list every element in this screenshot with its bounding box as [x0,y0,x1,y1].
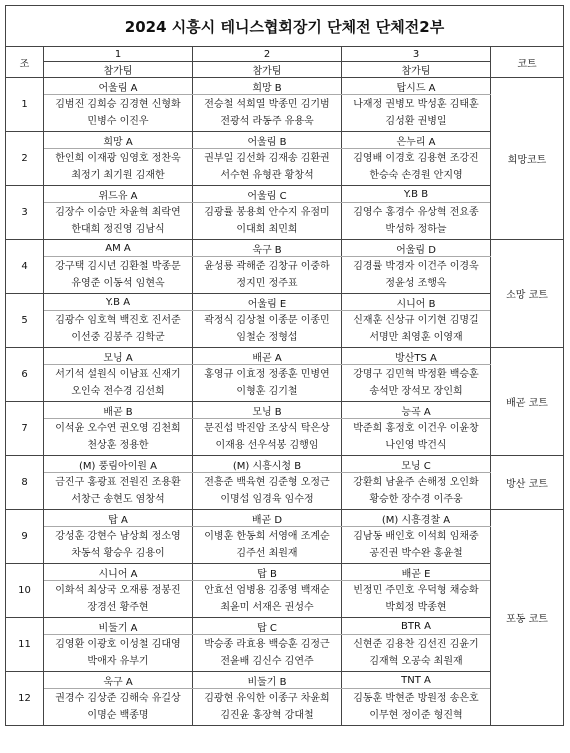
group-header: 조 [6,47,44,78]
team-members: 빈정민 주민호 우덕형 채승화 박희정 박종현 [342,581,491,618]
team-name: 시니어 B [342,294,491,311]
team-members: 김장수 이승만 차윤혁 최락연 한대희 정진영 김남식 [44,203,193,240]
team-name: 비둘기 A [44,618,193,635]
group-row [6,564,564,581]
team-name: Y.B A [44,294,193,311]
team-members: 전흥준 백육현 김준형 오정근 이명섭 임경육 임수정 [193,473,342,510]
group-row-members [6,581,564,618]
group-number: 9 [6,510,44,564]
team-members: 박승종 라효용 백승훈 김정근 전윤배 김신수 김연주 [193,635,342,672]
team-name: TNT A [342,672,491,689]
team-name: 배곧 D [193,510,342,527]
group-row-members [6,311,564,348]
group-row [6,618,564,635]
group-row [6,348,564,365]
group-row-members [6,689,564,726]
team-members: 강구택 김시년 김환철 박종문 유영준 이동석 임현옥 [44,257,193,294]
col-number-3: 3 [342,47,491,62]
team-members: 김광률 봉용희 안수지 유점미 이대희 최민희 [193,203,342,240]
bracket-document [5,5,563,726]
team-members: 김동훈 박현준 방원정 송은호 이무현 정이준 형진혁 [342,689,491,726]
team-members: 권경수 김상준 김해숙 유길상 이명순 백종명 [44,689,193,726]
team-name: 배곧 B [44,402,193,419]
team-name: BTR A [342,618,491,635]
team-name: 어울림 A [44,78,193,95]
team-name: (M) 풍림아이원 A [44,456,193,473]
team-members: 김광수 임호혁 백진호 진서준 이선중 김봉주 김학군 [44,311,193,348]
bracket-rows [6,78,564,726]
group-row [6,510,564,527]
team-members: 강환희 남윤주 손해정 오인화 황승한 장수경 이주웅 [342,473,491,510]
team-members: 김남동 배인호 이석희 임채중 공진권 박수완 홍윤철 [342,527,491,564]
team-members: 전승철 석희열 박종민 김기범 전광석 라동주 유용욱 [193,95,342,132]
team-name: 욱구 A [44,672,193,689]
group-row-members [6,149,564,186]
team-members: 이화석 최상국 오재룡 정봉진 장경선 황주현 [44,581,193,618]
group-row [6,132,564,149]
court-assignment: 배곧 코트 [491,348,564,456]
court-assignment: 희망코트 [491,78,564,240]
team-members: 김경률 박경자 이건주 이경욱 정윤성 조행옥 [342,257,491,294]
team-members: 신재훈 신상규 이기현 김명길 서명만 최영훈 이영재 [342,311,491,348]
team-members: 나재정 권병모 박성훈 김태훈 김성환 권병일 [342,95,491,132]
group-number: 11 [6,618,44,672]
team-members: 김영수 홍경수 유상혁 전요종 박성하 정하늘 [342,203,491,240]
team-name: 능곡 A [342,402,491,419]
team-name: 방산TS A [342,348,491,365]
group-row [6,78,564,95]
group-row [6,294,564,311]
team-name: 모닝 B [193,402,342,419]
team-name: 시니어 A [44,564,193,581]
entrant-header: 참가팀 [342,62,491,78]
team-name: 은누리 A [342,132,491,149]
court-header: 코트 [491,47,564,78]
team-members: 이병훈 한동희 서영애 조계순 김주선 최원재 [193,527,342,564]
team-members: 강명구 김민혁 박정환 백승훈 송석만 장석모 장인희 [342,365,491,402]
team-members: 박준희 홍정호 이건우 이윤창 나인영 박건식 [342,419,491,456]
team-members: 권부일 김선화 김재송 김환권 서수현 유형관 황창석 [193,149,342,186]
team-name: 어울림 E [193,294,342,311]
bracket-table [5,5,564,726]
group-number: 2 [6,132,44,186]
group-row-members [6,527,564,564]
col-number-2: 2 [193,47,342,62]
page-title: 2024 시흥시 테니스협회장기 단체전 단체전2부 [6,6,564,47]
team-name: 배곧 E [342,564,491,581]
team-members: 김범진 김희승 김경현 신형화 민병수 이진우 [44,95,193,132]
group-row [6,402,564,419]
entrant-header: 참가팀 [44,62,193,78]
group-number: 1 [6,78,44,132]
team-name: 희망 A [44,132,193,149]
team-name: 위드유 A [44,186,193,203]
group-row-members [6,419,564,456]
group-row-members [6,257,564,294]
group-row-members [6,95,564,132]
team-name: (M) 시흥경찰 A [342,510,491,527]
group-row-members [6,635,564,672]
team-name: 어울림 C [193,186,342,203]
team-name: 희망 B [193,78,342,95]
court-assignment: 소망 코트 [491,240,564,348]
team-name: 탑 A [44,510,193,527]
group-row [6,672,564,689]
team-members: 문진섭 박진암 조상식 탁은상 이재용 선우석봉 김행임 [193,419,342,456]
team-name: 모닝 C [342,456,491,473]
team-name: 탑시드 A [342,78,491,95]
group-row-members [6,203,564,240]
group-number: 6 [6,348,44,402]
group-number: 7 [6,402,44,456]
group-number: 4 [6,240,44,294]
group-number: 8 [6,456,44,510]
group-number: 10 [6,564,44,618]
group-row [6,186,564,203]
team-members: 윤성룡 곽해준 김창규 이중하 정지민 정주표 [193,257,342,294]
team-name: 어울림 D [342,240,491,257]
group-number: 5 [6,294,44,348]
team-name: AM A [44,240,193,257]
group-row [6,456,564,473]
team-members: 신현준 김용찬 김선진 김윤기 김재혁 오공숙 최원재 [342,635,491,672]
team-members: 한인희 이재광 임영호 정찬욱 최정기 최기원 김재한 [44,149,193,186]
team-members: 김영환 이광호 이성철 김대영 박애자 유부기 [44,635,193,672]
team-members: 김광현 유익한 이종구 차윤희 김진윤 홍장혁 강대철 [193,689,342,726]
team-name: 모닝 A [44,348,193,365]
col-number-1: 1 [44,47,193,62]
team-members: 이석윤 오수연 권오영 김천희 천상훈 정용한 [44,419,193,456]
team-members: 안효선 엄병용 김종영 백재순 최윤미 서재은 권성수 [193,581,342,618]
team-name: 욱구 B [193,240,342,257]
team-name: (M) 시흥시청 B [193,456,342,473]
group-row [6,240,564,257]
group-number: 3 [6,186,44,240]
team-members: 김영배 이경호 김용현 조강진 한승숙 손경원 안지영 [342,149,491,186]
team-name: Y.B B [342,186,491,203]
team-members: 금진구 홍광표 전원진 조용환 서창근 송현도 염창석 [44,473,193,510]
entrant-header: 참가팀 [193,62,342,78]
team-members: 강성훈 강현수 남상희 정소영 차동석 황승우 김용이 [44,527,193,564]
team-name: 탑 B [193,564,342,581]
court-assignment: 포동 코트 [491,510,564,726]
team-members: 홍영규 이효정 정종훈 민병연 이형훈 김기철 [193,365,342,402]
team-name: 비둘기 B [193,672,342,689]
team-name: 탑 C [193,618,342,635]
court-assignment: 방산 코트 [491,456,564,510]
team-members: 서기석 설원식 이남표 신재기 오인숙 전수경 김선희 [44,365,193,402]
group-row-members [6,473,564,510]
team-name: 배곧 A [193,348,342,365]
group-number: 12 [6,672,44,726]
team-name: 어울림 B [193,132,342,149]
group-row-members [6,365,564,402]
team-members: 곽정식 김상철 이종문 이종민 임철순 정형섭 [193,311,342,348]
